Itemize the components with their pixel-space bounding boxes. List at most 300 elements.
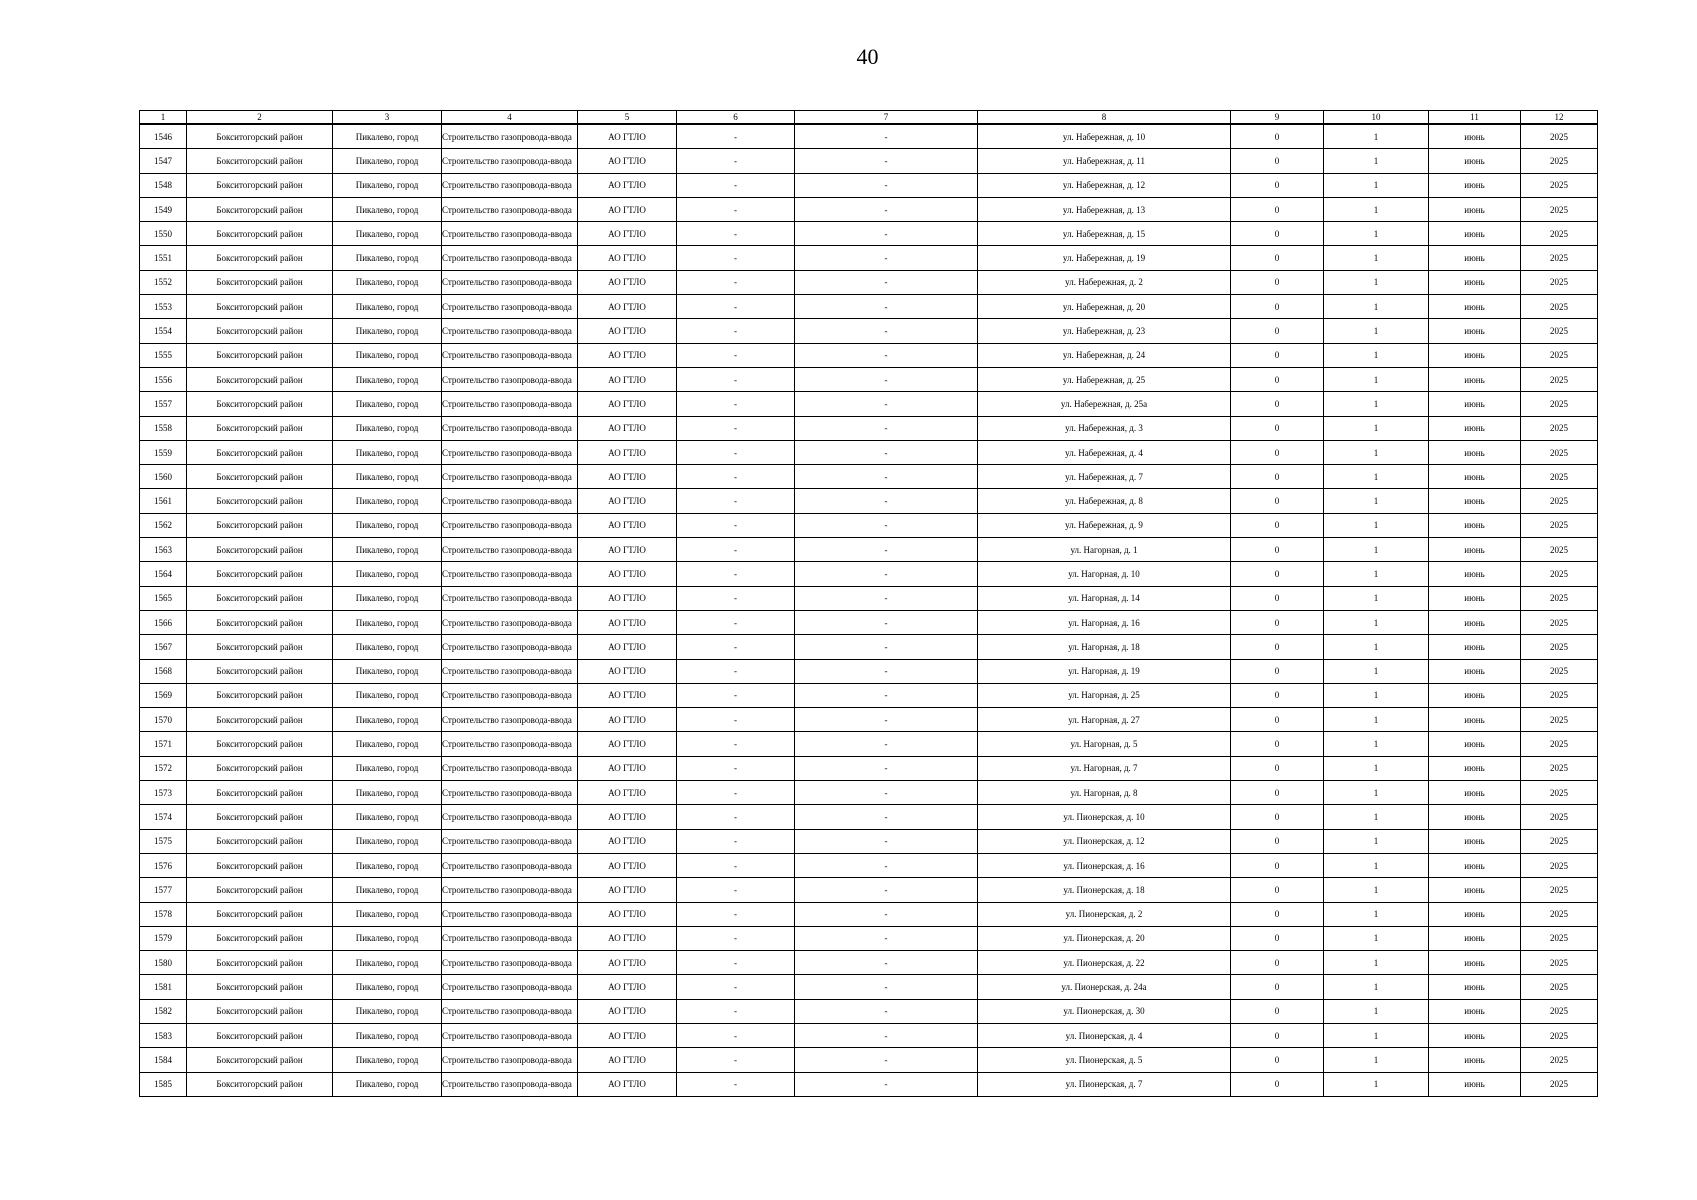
table-cell: ул. Пионерская, д. 4 bbox=[978, 1023, 1231, 1047]
table-row bbox=[140, 805, 1598, 829]
table-cell: Пикалево, город bbox=[333, 756, 442, 780]
table-cell: АО ГТЛО bbox=[578, 586, 677, 610]
table-cell: Пикалево, город bbox=[333, 610, 442, 634]
table-cell: - bbox=[795, 222, 978, 246]
table-cell: 2025 bbox=[1521, 853, 1598, 877]
table-cell: 0 bbox=[1231, 975, 1324, 999]
table-cell: Строительство газопровода-ввода bbox=[442, 538, 578, 562]
table-cell: - bbox=[795, 878, 978, 902]
table-cell: 1 bbox=[1324, 367, 1429, 391]
table-cell: Пикалево, город bbox=[333, 440, 442, 464]
table-cell: июнь bbox=[1429, 367, 1521, 391]
table-cell: 1 bbox=[1324, 1023, 1429, 1047]
table-cell: июнь bbox=[1429, 683, 1521, 707]
table-row bbox=[140, 902, 1598, 926]
table-cell: 1 bbox=[1324, 562, 1429, 586]
table-cell: 2025 bbox=[1521, 926, 1598, 950]
table-cell: АО ГТЛО bbox=[578, 878, 677, 902]
table-cell: 2025 bbox=[1521, 124, 1598, 149]
table-cell: 1 bbox=[1324, 586, 1429, 610]
table-cell: Пикалево, город bbox=[333, 222, 442, 246]
table-cell: АО ГТЛО bbox=[578, 635, 677, 659]
table-cell: ул. Набережная, д. 25 bbox=[978, 367, 1231, 391]
table-cell: ул. Набережная, д. 9 bbox=[978, 513, 1231, 537]
table-cell: - bbox=[677, 732, 795, 756]
table-cell: АО ГТЛО bbox=[578, 853, 677, 877]
table-cell: - bbox=[795, 392, 978, 416]
table-cell: Строительство газопровода-ввода bbox=[442, 197, 578, 221]
table-cell: Пикалево, город bbox=[333, 270, 442, 294]
table-row bbox=[140, 1048, 1598, 1072]
table-cell: 2025 bbox=[1521, 805, 1598, 829]
table-cell: Бокситогорский район bbox=[187, 1072, 333, 1096]
table-row bbox=[140, 465, 1598, 489]
table-row bbox=[140, 197, 1598, 221]
table-cell: Строительство газопровода-ввода bbox=[442, 610, 578, 634]
table-row bbox=[140, 659, 1598, 683]
table-row bbox=[140, 270, 1598, 294]
table-cell: Строительство газопровода-ввода bbox=[442, 319, 578, 343]
table-cell: 1565 bbox=[140, 586, 187, 610]
table-cell: - bbox=[677, 708, 795, 732]
table-cell: АО ГТЛО bbox=[578, 805, 677, 829]
table-cell: 1583 bbox=[140, 1023, 187, 1047]
table-cell: - bbox=[677, 829, 795, 853]
table-cell: 1 bbox=[1324, 440, 1429, 464]
table-cell: 1546 bbox=[140, 124, 187, 149]
table-cell: - bbox=[677, 1048, 795, 1072]
table-row bbox=[140, 416, 1598, 440]
table-cell: июнь bbox=[1429, 781, 1521, 805]
table-cell: 2025 bbox=[1521, 1072, 1598, 1096]
table-cell: ул. Нагорная, д. 25 bbox=[978, 683, 1231, 707]
table-cell: июнь bbox=[1429, 197, 1521, 221]
table-cell: Пикалево, город bbox=[333, 975, 442, 999]
table-row bbox=[140, 1023, 1598, 1047]
table-cell: АО ГТЛО bbox=[578, 756, 677, 780]
table-cell: - bbox=[795, 489, 978, 513]
table-cell: ул. Пионерская, д. 24а bbox=[978, 975, 1231, 999]
table-cell: 2025 bbox=[1521, 975, 1598, 999]
table-cell: Строительство газопровода-ввода bbox=[442, 416, 578, 440]
table-cell: 1 bbox=[1324, 635, 1429, 659]
table-cell: июнь bbox=[1429, 829, 1521, 853]
table-cell: 1550 bbox=[140, 222, 187, 246]
table-cell: Пикалево, город bbox=[333, 926, 442, 950]
table-body bbox=[140, 124, 1598, 1096]
table-cell: ул. Пионерская, д. 20 bbox=[978, 926, 1231, 950]
table-cell: 0 bbox=[1231, 1048, 1324, 1072]
table-cell: АО ГТЛО bbox=[578, 416, 677, 440]
table-cell: - bbox=[795, 853, 978, 877]
table-cell: июнь bbox=[1429, 392, 1521, 416]
table-cell: - bbox=[677, 975, 795, 999]
table-cell: 1 bbox=[1324, 295, 1429, 319]
table-cell: Бокситогорский район bbox=[187, 805, 333, 829]
table-cell: июнь bbox=[1429, 878, 1521, 902]
table-cell: 2025 bbox=[1521, 343, 1598, 367]
table-cell: 1 bbox=[1324, 781, 1429, 805]
table-cell: 0 bbox=[1231, 683, 1324, 707]
table-cell: АО ГТЛО bbox=[578, 246, 677, 270]
table-cell: - bbox=[795, 343, 978, 367]
table-cell: 0 bbox=[1231, 781, 1324, 805]
table-cell: ул. Пионерская, д. 7 bbox=[978, 1072, 1231, 1096]
table-cell: - bbox=[795, 902, 978, 926]
table-cell: - bbox=[677, 173, 795, 197]
table-cell: АО ГТЛО bbox=[578, 440, 677, 464]
table-cell: 1 bbox=[1324, 124, 1429, 149]
table-cell: - bbox=[677, 853, 795, 877]
table-cell: 2025 bbox=[1521, 392, 1598, 416]
table-cell: 2025 bbox=[1521, 562, 1598, 586]
table-cell: июнь bbox=[1429, 562, 1521, 586]
table-cell: ул. Набережная, д. 25а bbox=[978, 392, 1231, 416]
table-cell: 1 bbox=[1324, 805, 1429, 829]
table-row bbox=[140, 951, 1598, 975]
table-cell: АО ГТЛО bbox=[578, 562, 677, 586]
table-row bbox=[140, 926, 1598, 950]
column-header: 4 bbox=[442, 111, 578, 125]
table-cell: 1 bbox=[1324, 222, 1429, 246]
table-cell: Пикалево, город bbox=[333, 805, 442, 829]
table-cell: 2025 bbox=[1521, 683, 1598, 707]
table-cell: АО ГТЛО bbox=[578, 1048, 677, 1072]
table-cell: Пикалево, город bbox=[333, 1023, 442, 1047]
table-cell: июнь bbox=[1429, 853, 1521, 877]
table-cell: - bbox=[677, 781, 795, 805]
table-cell: - bbox=[795, 975, 978, 999]
table-cell: 0 bbox=[1231, 513, 1324, 537]
table-cell: - bbox=[677, 149, 795, 173]
table-cell: ул. Нагорная, д. 27 bbox=[978, 708, 1231, 732]
table-cell: 0 bbox=[1231, 246, 1324, 270]
table-cell: 2025 bbox=[1521, 440, 1598, 464]
table-cell: - bbox=[677, 392, 795, 416]
table-cell: АО ГТЛО bbox=[578, 975, 677, 999]
table-cell: Строительство газопровода-ввода bbox=[442, 975, 578, 999]
table-cell: Бокситогорский район bbox=[187, 975, 333, 999]
table-cell: июнь bbox=[1429, 270, 1521, 294]
table-cell: 1 bbox=[1324, 683, 1429, 707]
table-cell: Бокситогорский район bbox=[187, 926, 333, 950]
table-cell: - bbox=[677, 562, 795, 586]
table-cell: - bbox=[795, 683, 978, 707]
table-row bbox=[140, 732, 1598, 756]
table-cell: - bbox=[677, 465, 795, 489]
table-cell: Пикалево, город bbox=[333, 513, 442, 537]
table-cell: 1 bbox=[1324, 343, 1429, 367]
table-cell: Пикалево, город bbox=[333, 343, 442, 367]
table-cell: июнь bbox=[1429, 222, 1521, 246]
table-cell: АО ГТЛО bbox=[578, 683, 677, 707]
table-cell: 1 bbox=[1324, 975, 1429, 999]
table-cell: 1571 bbox=[140, 732, 187, 756]
table-cell: Пикалево, город bbox=[333, 902, 442, 926]
table-cell: июнь bbox=[1429, 538, 1521, 562]
table-cell: АО ГТЛО bbox=[578, 659, 677, 683]
table-cell: - bbox=[677, 197, 795, 221]
table-cell: Пикалево, город bbox=[333, 683, 442, 707]
table-row bbox=[140, 222, 1598, 246]
table-cell: 2025 bbox=[1521, 902, 1598, 926]
table-cell: Бокситогорский район bbox=[187, 538, 333, 562]
table-cell: Пикалево, город bbox=[333, 829, 442, 853]
table-cell: АО ГТЛО bbox=[578, 513, 677, 537]
table-cell: АО ГТЛО bbox=[578, 319, 677, 343]
table-cell: июнь bbox=[1429, 124, 1521, 149]
table-cell: 2025 bbox=[1521, 635, 1598, 659]
table-cell: Строительство газопровода-ввода bbox=[442, 853, 578, 877]
table-cell: Пикалево, город bbox=[333, 732, 442, 756]
table-cell: 2025 bbox=[1521, 513, 1598, 537]
column-header: 3 bbox=[333, 111, 442, 125]
table-cell: 2025 bbox=[1521, 465, 1598, 489]
table-cell: - bbox=[677, 513, 795, 537]
table-cell: 1 bbox=[1324, 926, 1429, 950]
table-cell: ул. Набережная, д. 23 bbox=[978, 319, 1231, 343]
column-header: 10 bbox=[1324, 111, 1429, 125]
table-cell: АО ГТЛО bbox=[578, 295, 677, 319]
table-cell: ул. Набережная, д. 3 bbox=[978, 416, 1231, 440]
table-cell: Бокситогорский район bbox=[187, 756, 333, 780]
table-cell: 2025 bbox=[1521, 999, 1598, 1023]
table-cell: 1560 bbox=[140, 465, 187, 489]
table-cell: 0 bbox=[1231, 756, 1324, 780]
table-cell: июнь bbox=[1429, 708, 1521, 732]
table-cell: ул. Набережная, д. 12 bbox=[978, 173, 1231, 197]
table-cell: 0 bbox=[1231, 343, 1324, 367]
table-cell: - bbox=[677, 951, 795, 975]
table-cell: ул. Набережная, д. 7 bbox=[978, 465, 1231, 489]
table-cell: Бокситогорский район bbox=[187, 586, 333, 610]
table-cell: июнь bbox=[1429, 732, 1521, 756]
table-cell: 1 bbox=[1324, 999, 1429, 1023]
table-cell: 1572 bbox=[140, 756, 187, 780]
table-cell: июнь bbox=[1429, 610, 1521, 634]
table-cell: 1 bbox=[1324, 610, 1429, 634]
table-cell: Строительство газопровода-ввода bbox=[442, 586, 578, 610]
table-cell: Строительство газопровода-ввода bbox=[442, 1023, 578, 1047]
table-cell: АО ГТЛО bbox=[578, 489, 677, 513]
table-cell: 2025 bbox=[1521, 367, 1598, 391]
table-cell: - bbox=[795, 319, 978, 343]
table-cell: АО ГТЛО bbox=[578, 1023, 677, 1047]
table-cell: 0 bbox=[1231, 1023, 1324, 1047]
table-cell: 0 bbox=[1231, 367, 1324, 391]
table-cell: 2025 bbox=[1521, 586, 1598, 610]
table-row bbox=[140, 999, 1598, 1023]
table-cell: ул. Пионерская, д. 10 bbox=[978, 805, 1231, 829]
table-cell: 1 bbox=[1324, 149, 1429, 173]
table-cell: Пикалево, город bbox=[333, 295, 442, 319]
table-cell: Строительство газопровода-ввода bbox=[442, 756, 578, 780]
table-cell: 2025 bbox=[1521, 538, 1598, 562]
table-cell: Строительство газопровода-ввода bbox=[442, 732, 578, 756]
table-cell: 1559 bbox=[140, 440, 187, 464]
table-cell: 1577 bbox=[140, 878, 187, 902]
table-cell: 1578 bbox=[140, 902, 187, 926]
table-cell: Строительство газопровода-ввода bbox=[442, 902, 578, 926]
table-cell: АО ГТЛО bbox=[578, 538, 677, 562]
table-cell: 0 bbox=[1231, 440, 1324, 464]
table-cell: Бокситогорский район bbox=[187, 222, 333, 246]
table-cell: - bbox=[677, 610, 795, 634]
table-cell: Пикалево, город bbox=[333, 416, 442, 440]
table-cell: АО ГТЛО bbox=[578, 149, 677, 173]
table-cell: Пикалево, город bbox=[333, 562, 442, 586]
table-cell: 1 bbox=[1324, 173, 1429, 197]
column-header: 6 bbox=[677, 111, 795, 125]
table-cell: 0 bbox=[1231, 926, 1324, 950]
table-cell: ул. Пионерская, д. 16 bbox=[978, 853, 1231, 877]
table-row bbox=[140, 173, 1598, 197]
table-cell: 1 bbox=[1324, 416, 1429, 440]
table-cell: 0 bbox=[1231, 124, 1324, 149]
table-cell: Бокситогорский район bbox=[187, 197, 333, 221]
table-cell: Строительство газопровода-ввода bbox=[442, 343, 578, 367]
table-cell: 0 bbox=[1231, 999, 1324, 1023]
table-cell: - bbox=[677, 683, 795, 707]
table-cell: 1 bbox=[1324, 465, 1429, 489]
table-cell: - bbox=[795, 197, 978, 221]
table-row bbox=[140, 513, 1598, 537]
table-cell: 0 bbox=[1231, 270, 1324, 294]
table-cell: ул. Пионерская, д. 30 bbox=[978, 999, 1231, 1023]
table-cell: Строительство газопровода-ввода bbox=[442, 781, 578, 805]
table-cell: АО ГТЛО bbox=[578, 465, 677, 489]
table-cell: 1 bbox=[1324, 513, 1429, 537]
table-cell: 2025 bbox=[1521, 756, 1598, 780]
table-row bbox=[140, 878, 1598, 902]
table-cell: июнь bbox=[1429, 1048, 1521, 1072]
table-cell: Бокситогорский район bbox=[187, 732, 333, 756]
table-cell: 2025 bbox=[1521, 149, 1598, 173]
table-cell: ул. Нагорная, д. 8 bbox=[978, 781, 1231, 805]
table-cell: Бокситогорский район bbox=[187, 1048, 333, 1072]
table-cell: 2025 bbox=[1521, 222, 1598, 246]
table-cell: ул. Пионерская, д. 5 bbox=[978, 1048, 1231, 1072]
table-cell: АО ГТЛО bbox=[578, 392, 677, 416]
table-cell: АО ГТЛО bbox=[578, 270, 677, 294]
table-cell: - bbox=[795, 756, 978, 780]
table-cell: 1558 bbox=[140, 416, 187, 440]
table-cell: Бокситогорский район bbox=[187, 246, 333, 270]
table-cell: июнь bbox=[1429, 295, 1521, 319]
table-cell: Пикалево, город bbox=[333, 853, 442, 877]
table-cell: ул. Нагорная, д. 14 bbox=[978, 586, 1231, 610]
table-row bbox=[140, 635, 1598, 659]
table-cell: Пикалево, город bbox=[333, 1048, 442, 1072]
table-cell: июнь bbox=[1429, 926, 1521, 950]
table-cell: 0 bbox=[1231, 635, 1324, 659]
table-cell: - bbox=[677, 926, 795, 950]
table-cell: Строительство газопровода-ввода bbox=[442, 149, 578, 173]
table-row bbox=[140, 1072, 1598, 1096]
table-row bbox=[140, 586, 1598, 610]
table-cell: 1580 bbox=[140, 951, 187, 975]
table-cell: июнь bbox=[1429, 173, 1521, 197]
table-cell: Пикалево, город bbox=[333, 999, 442, 1023]
table-cell: Бокситогорский район bbox=[187, 173, 333, 197]
table-cell: 0 bbox=[1231, 416, 1324, 440]
table-cell: - bbox=[795, 1072, 978, 1096]
table-cell: 1 bbox=[1324, 1048, 1429, 1072]
table-cell: ул. Набережная, д. 4 bbox=[978, 440, 1231, 464]
table-cell: АО ГТЛО bbox=[578, 999, 677, 1023]
table-cell: АО ГТЛО bbox=[578, 124, 677, 149]
table-cell: - bbox=[795, 610, 978, 634]
table-cell: ул. Нагорная, д. 16 bbox=[978, 610, 1231, 634]
table-cell: Строительство газопровода-ввода bbox=[442, 270, 578, 294]
table-cell: Пикалево, город bbox=[333, 149, 442, 173]
table-cell: 0 bbox=[1231, 951, 1324, 975]
table-cell: АО ГТЛО bbox=[578, 173, 677, 197]
table-cell: - bbox=[795, 295, 978, 319]
table-cell: - bbox=[677, 319, 795, 343]
table-cell: АО ГТЛО bbox=[578, 732, 677, 756]
table-cell: 1561 bbox=[140, 489, 187, 513]
table-cell: - bbox=[795, 708, 978, 732]
table-cell: 0 bbox=[1231, 586, 1324, 610]
table-cell: Пикалево, город bbox=[333, 659, 442, 683]
table-cell: 1 bbox=[1324, 708, 1429, 732]
table-row bbox=[140, 562, 1598, 586]
table-cell: ул. Нагорная, д. 19 bbox=[978, 659, 1231, 683]
table-cell: - bbox=[795, 562, 978, 586]
table-cell: - bbox=[795, 440, 978, 464]
table-cell: Пикалево, город bbox=[333, 367, 442, 391]
table-cell: Строительство газопровода-ввода bbox=[442, 440, 578, 464]
table-cell: 2025 bbox=[1521, 659, 1598, 683]
table-cell: 0 bbox=[1231, 295, 1324, 319]
table-cell: Бокситогорский район bbox=[187, 465, 333, 489]
table-row bbox=[140, 538, 1598, 562]
table-cell: 0 bbox=[1231, 562, 1324, 586]
table-row bbox=[140, 756, 1598, 780]
table-cell: 1553 bbox=[140, 295, 187, 319]
table-cell: 2025 bbox=[1521, 829, 1598, 853]
table-cell: ул. Набережная, д. 13 bbox=[978, 197, 1231, 221]
table-cell: - bbox=[677, 270, 795, 294]
table-cell: 1 bbox=[1324, 319, 1429, 343]
table-cell: - bbox=[795, 586, 978, 610]
table-cell: Пикалево, город bbox=[333, 586, 442, 610]
table-cell: ул. Набережная, д. 19 bbox=[978, 246, 1231, 270]
table-cell: 0 bbox=[1231, 878, 1324, 902]
table-cell: - bbox=[677, 295, 795, 319]
table-cell: 1585 bbox=[140, 1072, 187, 1096]
table-cell: 1574 bbox=[140, 805, 187, 829]
table-cell: АО ГТЛО bbox=[578, 708, 677, 732]
table-cell: - bbox=[677, 586, 795, 610]
table-cell: июнь bbox=[1429, 513, 1521, 537]
table-cell: 0 bbox=[1231, 222, 1324, 246]
table-row bbox=[140, 829, 1598, 853]
table-cell: Пикалево, город bbox=[333, 197, 442, 221]
table-cell: 1555 bbox=[140, 343, 187, 367]
table-cell: АО ГТЛО bbox=[578, 926, 677, 950]
table-cell: ул. Нагорная, д. 1 bbox=[978, 538, 1231, 562]
table-cell: Пикалево, город bbox=[333, 708, 442, 732]
table-cell: 1 bbox=[1324, 270, 1429, 294]
table-cell: - bbox=[677, 416, 795, 440]
table-cell: 1 bbox=[1324, 878, 1429, 902]
table-row bbox=[140, 319, 1598, 343]
table-row bbox=[140, 683, 1598, 707]
table-cell: 2025 bbox=[1521, 319, 1598, 343]
table-cell: 2025 bbox=[1521, 878, 1598, 902]
